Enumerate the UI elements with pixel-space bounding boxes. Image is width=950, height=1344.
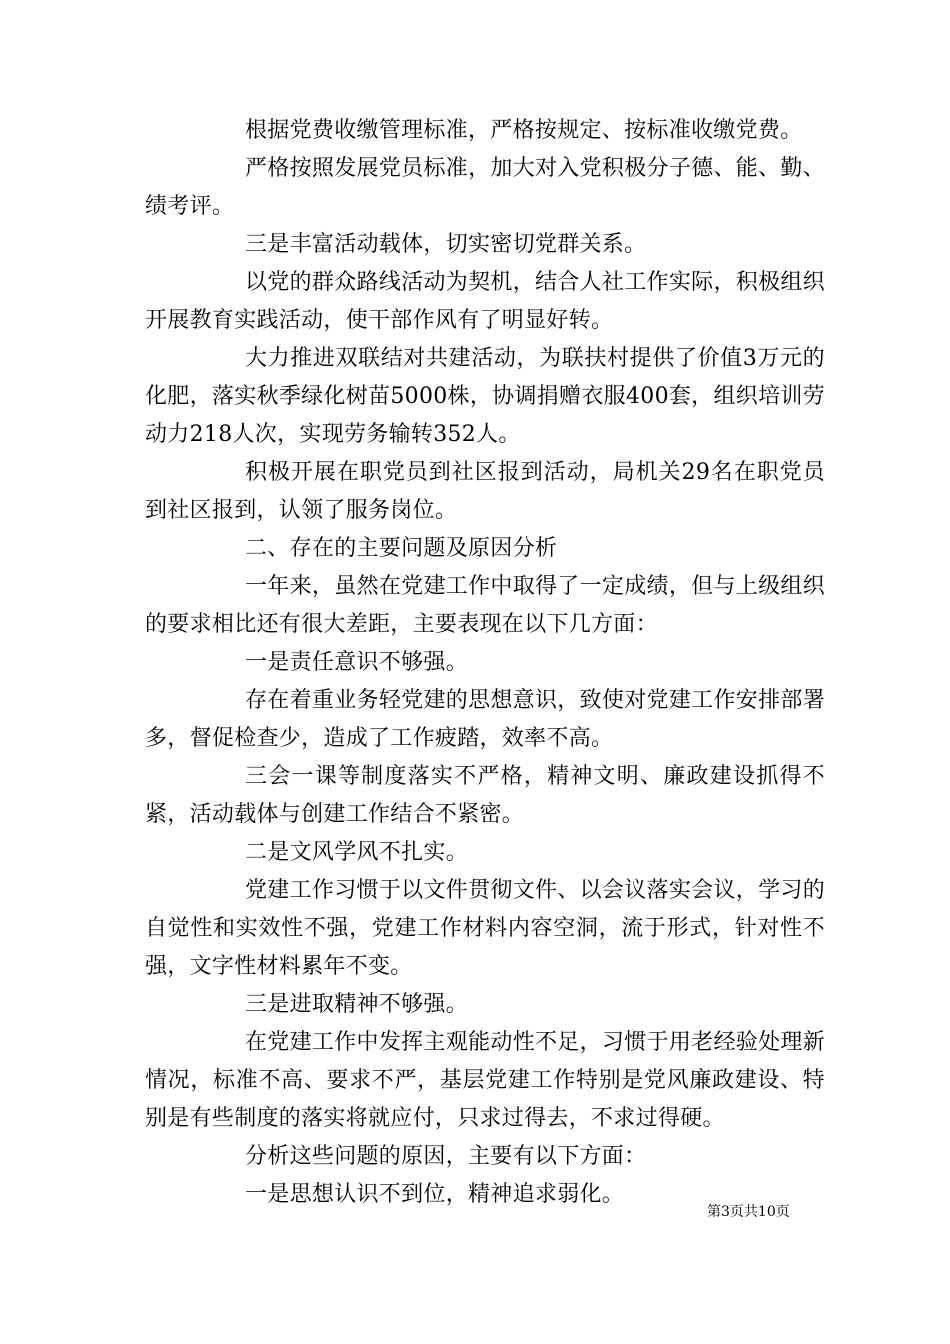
paragraph-community-report: 积极开展在职党员到社区报到活动，局机关29名在职党员到社区报到，认领了服务岗位。 bbox=[145, 460, 825, 523]
paragraph-ideological-awareness: 一是思想认识不到位，精神追求弱化。 bbox=[245, 1182, 625, 1207]
paragraph-member-development: 严格按照发展党员标准，加大对入党积极分子德、能、勤、绩考评。 bbox=[145, 156, 825, 219]
paragraph-business-over-party: 存在着重业务轻党建的思想意识，致使对党建工作安排部署多，督促检查少，造成了工作疲踏，效率不高。 bbox=[145, 688, 825, 751]
paragraph-party-fee: 根据党费收缴管理标准，严格按规定、按标准收缴党费。 bbox=[245, 118, 803, 143]
paragraph-initiative: 在党建工作中发挥主观能动性不足，习惯于用老经验处理新情况，标准不高、要求不严，基层党建工作特别是党风廉政建设、特别是有些制度的落实将就应付，只求过得去，不求过得硬。 bbox=[145, 1030, 825, 1131]
paragraph-responsibility: 一是责任意识不够强。 bbox=[245, 650, 469, 675]
paragraph-document-habit: 党建工作习惯于以文件贯彻文件、以会议落实会议，学习的自觉性和实效性不强，党建工作材料内容空洞，流于形式，针对性不强，文字性材料累年不变。 bbox=[145, 878, 825, 979]
paragraph-writing-style: 二是文风学风不扎实。 bbox=[245, 840, 469, 865]
paragraph-activity-carrier: 三是丰富活动载体，切实密切党群关系。 bbox=[245, 232, 647, 257]
document-body bbox=[145, 112, 825, 1214]
paragraph-meeting-system: 三会一课等制度落实不严格，精神文明、廉政建设抓得不紧，活动载体与创建工作结合不紧密。 bbox=[145, 764, 825, 827]
paragraph-gap-summary: 一年来，虽然在党建工作中取得了一定成绩，但与上级组织的要求相比还有很大差距，主要表现在以下几方面： bbox=[145, 574, 825, 637]
section-heading-problems: 二、存在的主要问题及原因分析 bbox=[245, 536, 558, 561]
paragraph-twin-linkage: 大力推进双联结对共建活动，为联扶村提供了价值3万元的化肥，落实秋季绿化树苗5000株，协调捐赠衣服400套，组织培训劳动力218人次，实现劳务输转352人。 bbox=[145, 346, 825, 447]
paragraph-enterprising: 三是进取精神不够强。 bbox=[245, 992, 469, 1017]
page-number-footer: 第3页共10页 bbox=[707, 1204, 790, 1220]
paragraph-cause-analysis: 分析这些问题的原因，主要有以下方面： bbox=[245, 1144, 647, 1169]
paragraph-mass-line: 以党的群众路线活动为契机，结合人社工作实际，积极组织开展教育实践活动，使干部作风有了明显好转。 bbox=[145, 270, 825, 333]
